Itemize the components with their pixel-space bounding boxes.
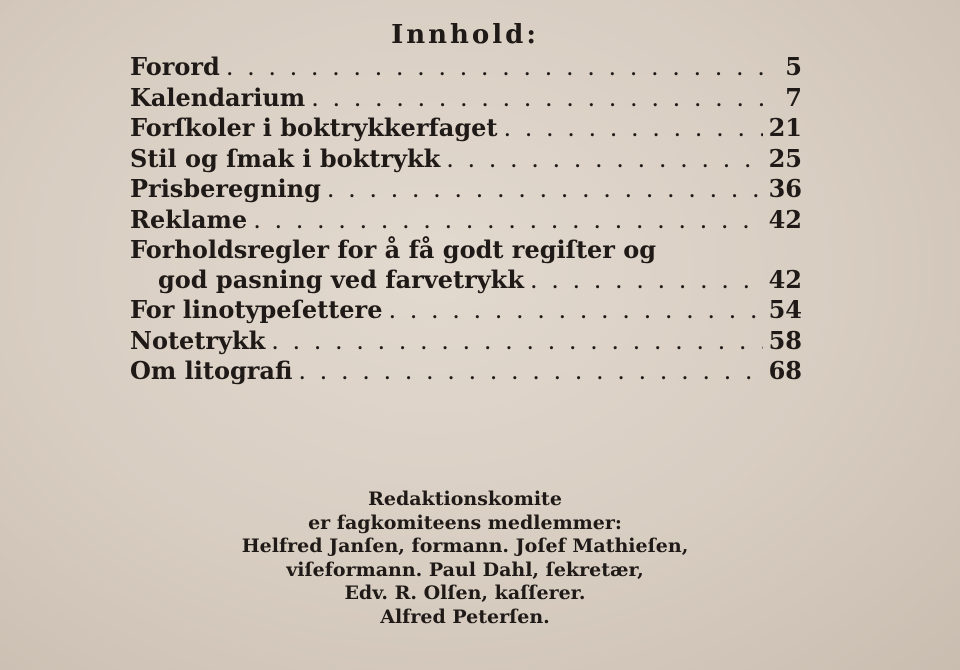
committee-line: er fagkomiteens medlemmer: bbox=[308, 511, 622, 534]
toc-label: Notetrykk bbox=[130, 325, 266, 355]
toc-label: Forholdsregler for å få godt regiſter og bbox=[130, 235, 657, 264]
toc-label: Forſkoler i boktrykkerfaget bbox=[130, 113, 498, 142]
toc-entry bbox=[130, 52, 802, 83]
dot-leader bbox=[311, 84, 764, 114]
table-of-contents bbox=[130, 52, 802, 387]
dot-leader bbox=[446, 145, 762, 175]
dot-leader bbox=[253, 206, 762, 236]
toc-page: 42 bbox=[768, 204, 802, 234]
editorial-committee bbox=[0, 488, 930, 629]
dot-leader bbox=[271, 327, 762, 357]
committee-line: Helfred Janſen, formann. Joſef Mathieſen, bbox=[241, 535, 689, 557]
toc-page: 7 bbox=[785, 82, 802, 112]
committee-line: Redaktionskomite bbox=[368, 488, 562, 510]
toc-entry bbox=[130, 356, 802, 387]
committee-line: Edv. R. Olſen, kaſſerer. bbox=[344, 582, 586, 604]
toc-label: Stil og ſmak i boktrykk bbox=[130, 143, 441, 173]
toc-label: Kalendarium bbox=[130, 82, 306, 112]
toc-entry bbox=[130, 144, 802, 175]
toc-entry bbox=[130, 83, 802, 114]
toc-page: 42 bbox=[768, 264, 802, 294]
dot-leader bbox=[388, 296, 762, 326]
toc-page: 68 bbox=[768, 356, 802, 385]
toc-label: For linotypeſettere bbox=[130, 295, 383, 324]
toc-page: 58 bbox=[768, 325, 802, 355]
toc-entry bbox=[130, 174, 802, 205]
committee-line: viſeformann. Paul Dahl, ſekretær, bbox=[286, 558, 644, 581]
toc-label: Forord bbox=[130, 52, 220, 81]
toc-entry bbox=[130, 326, 802, 357]
dot-leader bbox=[298, 357, 762, 387]
toc-label: Reklame bbox=[130, 204, 248, 234]
contents-heading: Innhold: bbox=[391, 20, 539, 50]
dot-leader bbox=[327, 175, 763, 205]
toc-entry-line2 bbox=[130, 265, 802, 296]
toc-page: 5 bbox=[785, 52, 802, 81]
dot-leader bbox=[503, 114, 762, 144]
toc-entry-line1 bbox=[130, 235, 802, 265]
toc-label: Prisberegning bbox=[130, 174, 321, 203]
toc-page: 21 bbox=[768, 113, 802, 142]
dot-leader bbox=[226, 53, 764, 83]
toc-page: 54 bbox=[768, 295, 802, 324]
toc-label-continued: god pasning ved farvetrykk bbox=[158, 264, 524, 294]
toc-entry bbox=[130, 295, 802, 326]
toc-label: Om litografi bbox=[130, 356, 293, 385]
committee-line: Alfred Peterſen. bbox=[380, 605, 550, 628]
toc-entry bbox=[130, 205, 802, 236]
dot-leader bbox=[530, 266, 763, 296]
toc-entry bbox=[130, 113, 802, 144]
toc-page: 36 bbox=[768, 174, 802, 203]
toc-page: 25 bbox=[768, 143, 802, 173]
